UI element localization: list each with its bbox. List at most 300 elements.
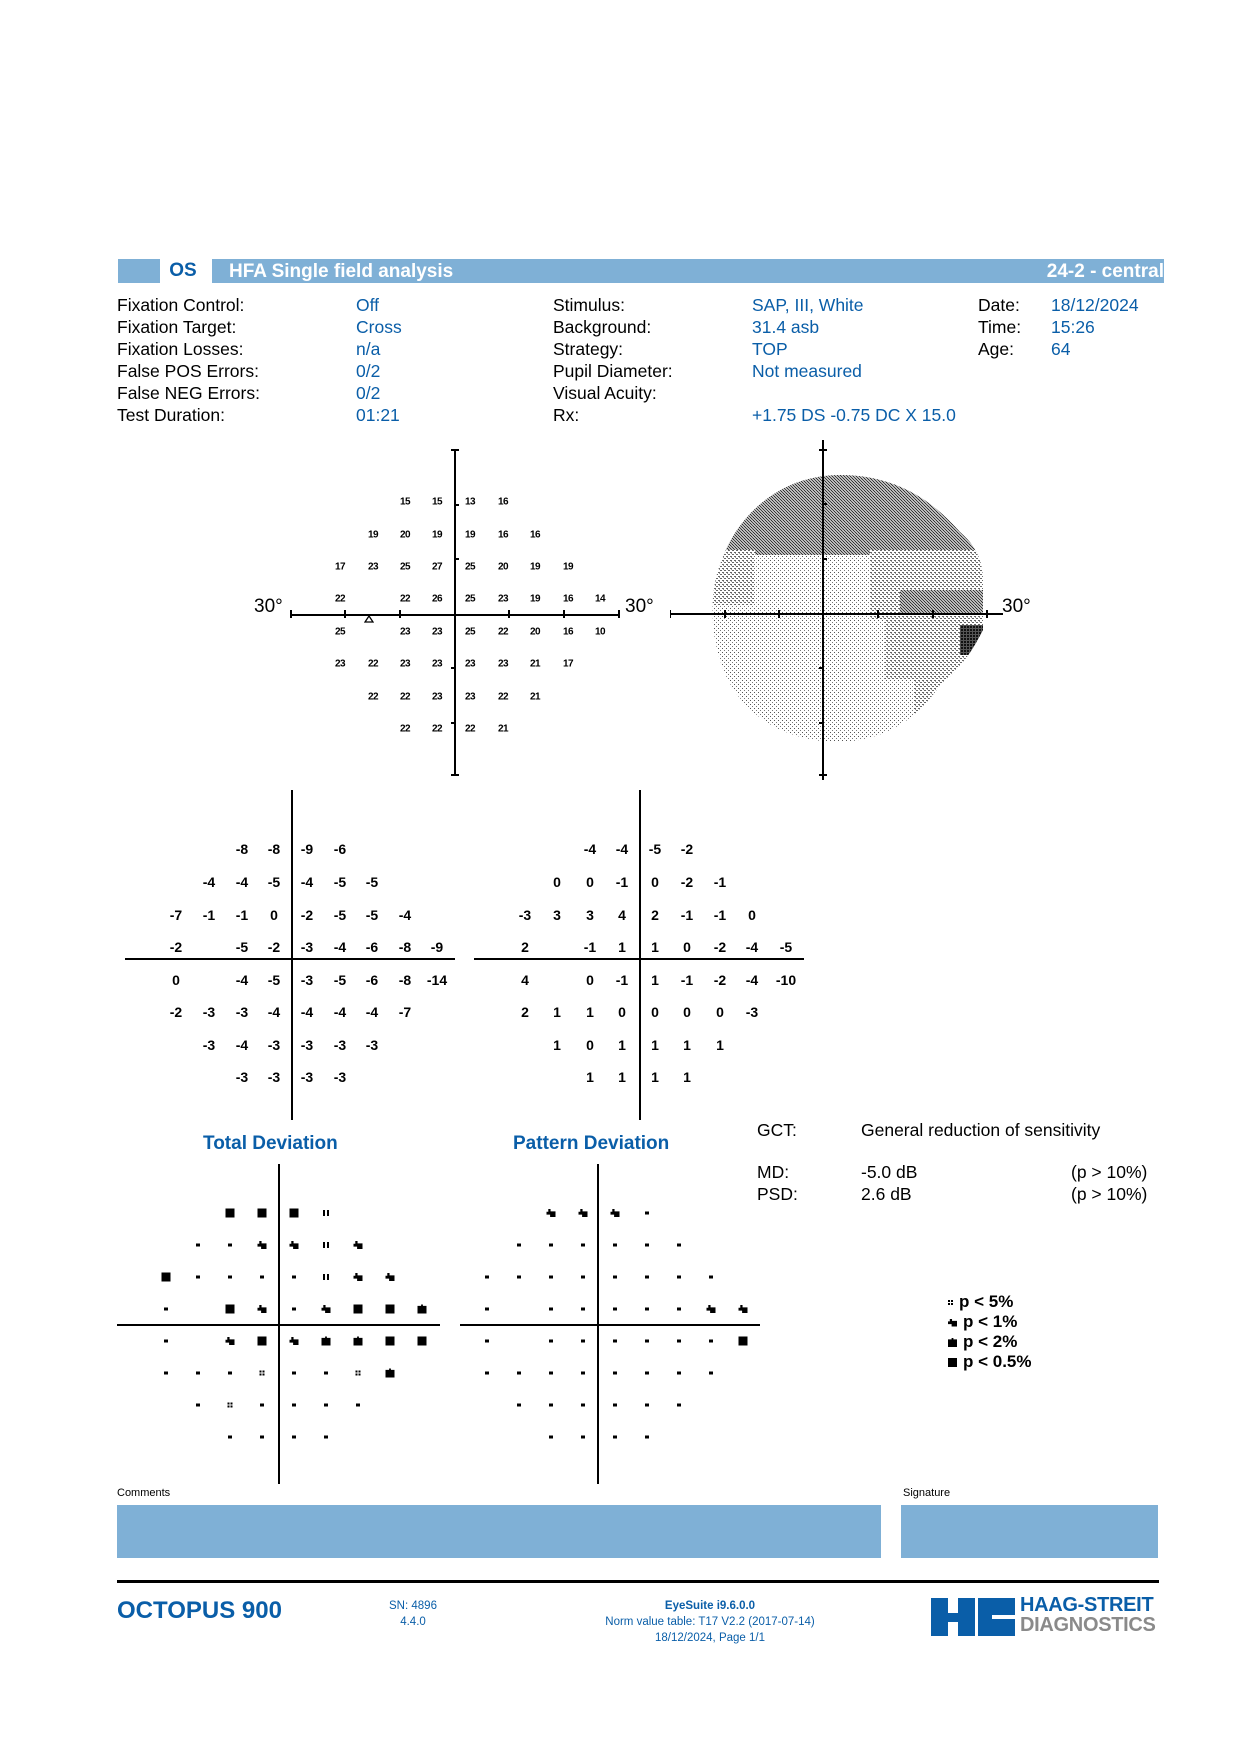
legend-label: p < 1% — [963, 1312, 1018, 1331]
td-prob-p1b-icon — [226, 1337, 235, 1345]
td-value: -6 — [365, 939, 379, 955]
pd-prob-p1b-icon — [707, 1305, 716, 1313]
pd-prob-dot-icon — [677, 1244, 681, 1247]
td-prob-p1b-icon — [290, 1337, 299, 1345]
pd-value: 1 — [618, 1069, 626, 1085]
pd-value: 0 — [651, 874, 659, 890]
info-row — [117, 360, 260, 382]
threshold-value: 23 — [497, 593, 509, 605]
threshold-value: 25 — [464, 626, 476, 638]
threshold-value: 13 — [464, 496, 476, 508]
td-value: -3 — [300, 939, 314, 955]
threshold-value: 22 — [497, 691, 509, 703]
pd-value: -2 — [680, 874, 694, 890]
td-value: -4 — [202, 874, 216, 890]
pd-prob-dot-icon — [645, 1308, 649, 1311]
fixation-control-label: Fixation Control: — [117, 295, 245, 315]
rx-value: +1.75 DS -0.75 DC X 15.0 — [752, 405, 956, 425]
pd-value: -5 — [648, 841, 662, 857]
pd-prob-p1b-icon — [547, 1209, 556, 1217]
threshold-value: 19 — [562, 561, 574, 573]
probability-legend — [948, 1292, 1032, 1372]
threshold-value: 23 — [367, 561, 379, 573]
brand-subtitle: DIAGNOSTICS — [1020, 1614, 1156, 1636]
td-prob-p05-icon — [226, 1209, 235, 1218]
td-value: -8 — [267, 841, 281, 857]
td-value: -5 — [235, 939, 249, 955]
td-value: -14 — [426, 972, 448, 988]
td-prob-dot-icon — [228, 1276, 232, 1279]
pd-prob-dot-icon — [613, 1244, 617, 1247]
fixation-target-label: Fixation Target: — [117, 317, 237, 337]
device-serial — [378, 1598, 448, 1630]
td-value: -5 — [267, 972, 281, 988]
td-value: -4 — [333, 1004, 347, 1020]
total-deviation-title: Total Deviation — [203, 1133, 338, 1154]
p1-symbol-icon — [948, 1319, 957, 1327]
pd-value: -10 — [775, 972, 797, 988]
test-duration-value: 01:21 — [356, 405, 400, 425]
pd-value: 2 — [651, 907, 659, 923]
legend-label: p < 0.5% — [963, 1352, 1032, 1371]
td-prob-p5-icon — [228, 1403, 233, 1408]
gct-value: General reduction of sensitivity — [861, 1120, 1101, 1140]
threshold-value: 21 — [529, 691, 541, 703]
psd-value: 2.6 dB — [861, 1184, 912, 1204]
td-value: -6 — [365, 972, 379, 988]
pupil-diameter-value: Not measured — [752, 361, 862, 381]
td-value: -2 — [300, 907, 314, 923]
info-row — [117, 316, 260, 338]
td-prob-horizontal-axis — [117, 1324, 440, 1326]
pd-value: 0 — [683, 1004, 691, 1020]
td-value: -7 — [169, 907, 183, 923]
td-value: -1 — [235, 907, 249, 923]
axis-tick — [344, 610, 346, 618]
threshold-value: 16 — [562, 626, 574, 638]
md-value: -5.0 dB — [861, 1162, 918, 1182]
pd-prob-dot-icon — [645, 1436, 649, 1439]
fixation-losses-value: n/a — [356, 339, 381, 359]
td-value: -8 — [398, 939, 412, 955]
false-pos-label: False POS Errors: — [117, 361, 259, 381]
test-duration-label: Test Duration: — [117, 405, 225, 425]
pd-value: -1 — [713, 874, 727, 890]
comments-field[interactable] — [117, 1505, 881, 1558]
pd-value: -1 — [680, 907, 694, 923]
pd-prob-p1b-icon — [739, 1305, 748, 1313]
threshold-value: 10 — [594, 626, 606, 638]
td-prob-dot-icon — [196, 1276, 200, 1279]
td-value: -5 — [365, 874, 379, 890]
threshold-value: 19 — [367, 529, 379, 541]
pd-prob-dot-icon — [549, 1372, 553, 1375]
td-prob-p1b-icon — [290, 1241, 299, 1249]
td-prob-p05-icon — [418, 1337, 427, 1346]
pd-value: 0 — [586, 874, 594, 890]
pd-prob-dot-icon — [677, 1308, 681, 1311]
pd-prob-dot-icon — [581, 1340, 585, 1343]
td-value: -5 — [365, 907, 379, 923]
td-value: -3 — [235, 1069, 249, 1085]
legend-label: p < 2% — [963, 1332, 1018, 1351]
pd-value: -2 — [713, 939, 727, 955]
info-column-2-values — [752, 294, 956, 426]
td-value: -3 — [235, 1004, 249, 1020]
td-value: -4 — [398, 907, 412, 923]
threshold-value: 22 — [431, 723, 443, 735]
pd-value: 0 — [651, 1004, 659, 1020]
pd-value: 1 — [586, 1069, 594, 1085]
td-value: -1 — [202, 907, 216, 923]
md-p-value: (p > 10%) — [1071, 1162, 1148, 1182]
threshold-value: 23 — [464, 691, 476, 703]
visual-acuity-value — [752, 382, 956, 404]
legend-row — [948, 1292, 1032, 1312]
td-prob-p1b-icon — [386, 1273, 395, 1281]
pd-value: -1 — [583, 939, 597, 955]
threshold-value: 26 — [431, 593, 443, 605]
pd-value: -1 — [680, 972, 694, 988]
pd-value: 4 — [521, 972, 529, 988]
signature-label: Signature — [903, 1487, 951, 1499]
td-prob-dot-icon — [292, 1276, 296, 1279]
td-prob-p05-icon — [258, 1209, 267, 1218]
threshold-value: 15 — [431, 496, 443, 508]
td-prob-dot-icon — [324, 1436, 328, 1439]
strategy-value: TOP — [752, 339, 788, 359]
pd-prob-dot-icon — [645, 1244, 649, 1247]
td-value: -2 — [267, 939, 281, 955]
pd-prob-p05-icon — [739, 1337, 748, 1346]
blind-spot-triangle-icon — [364, 615, 374, 623]
td-value: 0 — [270, 907, 278, 923]
pd-prob-dot-icon — [677, 1404, 681, 1407]
axis-label-left: 30° — [254, 596, 283, 617]
report-title: HFA Single field analysis — [229, 261, 454, 282]
pd-prob-dot-icon — [581, 1244, 585, 1247]
td-value: -8 — [235, 841, 249, 857]
gct-label: GCT: — [757, 1120, 797, 1140]
psd-p-value: (p > 10%) — [1071, 1184, 1148, 1204]
visual-acuity-label: Visual Acuity: — [553, 383, 657, 403]
td-value: -9 — [430, 939, 444, 955]
pd-value: 1 — [586, 1004, 594, 1020]
threshold-value: 16 — [562, 593, 574, 605]
pd-prob-dot-icon — [613, 1404, 617, 1407]
threshold-horizontal-axis — [290, 614, 620, 616]
td-value: -5 — [333, 907, 347, 923]
threshold-value: 22 — [367, 658, 379, 670]
td-value: -5 — [333, 874, 347, 890]
td-value: -4 — [235, 874, 249, 890]
td-value: -4 — [333, 939, 347, 955]
td-prob-p05-icon — [258, 1337, 267, 1346]
td-value: -4 — [235, 1037, 249, 1053]
td-value: -3 — [300, 1037, 314, 1053]
info-column-1 — [117, 294, 260, 426]
threshold-value: 20 — [399, 529, 411, 541]
software-version: EyeSuite i9.6.0.0 — [664, 1600, 756, 1612]
td-value: -3 — [300, 1069, 314, 1085]
pd-prob-dot-icon — [517, 1276, 521, 1279]
false-pos-value: 0/2 — [356, 361, 381, 381]
threshold-value: 19 — [529, 593, 541, 605]
td-value: -2 — [169, 939, 183, 955]
threshold-value: 22 — [367, 691, 379, 703]
grayscale-field-image — [670, 440, 1010, 780]
eye-indicator: OS — [169, 260, 197, 281]
pd-prob-horizontal-axis — [460, 1324, 760, 1326]
td-value: -7 — [398, 1004, 412, 1020]
pd-prob-dot-icon — [517, 1372, 521, 1375]
td-prob-p1b-icon — [258, 1305, 267, 1313]
threshold-value: 22 — [399, 593, 411, 605]
threshold-value: 25 — [334, 626, 346, 638]
td-prob-dot-icon — [292, 1308, 296, 1311]
stimulus-label: Stimulus: — [553, 295, 625, 315]
td-value: -3 — [365, 1037, 379, 1053]
threshold-value: 23 — [431, 626, 443, 638]
pd-value: -1 — [615, 874, 629, 890]
td-prob-p1b-icon — [258, 1241, 267, 1249]
info-row — [117, 382, 260, 404]
td-prob-p1-icon — [323, 1242, 329, 1248]
td-prob-dot-icon — [164, 1308, 168, 1311]
td-value: -3 — [333, 1069, 347, 1085]
threshold-value: 21 — [529, 658, 541, 670]
pd-value: 0 — [716, 1004, 724, 1020]
signature-field[interactable] — [901, 1505, 1158, 1558]
age-value: 64 — [1051, 339, 1071, 359]
td-value: -5 — [333, 972, 347, 988]
pd-value: 0 — [586, 1037, 594, 1053]
pd-prob-dot-icon — [549, 1436, 553, 1439]
axis-tick — [618, 610, 620, 618]
td-prob-p05-icon — [162, 1273, 171, 1282]
pd-value: -2 — [713, 972, 727, 988]
threshold-value: 22 — [399, 691, 411, 703]
td-value: -4 — [300, 1004, 314, 1020]
td-prob-p05-icon — [386, 1337, 395, 1346]
p05-symbol-icon — [948, 1358, 957, 1367]
fixation-losses-label: Fixation Losses: — [117, 339, 244, 359]
serial-number: SN: 4896 — [389, 1600, 437, 1612]
threshold-value: 23 — [464, 658, 476, 670]
pd-value: 1 — [651, 972, 659, 988]
pd-prob-p1b-icon — [579, 1209, 588, 1217]
psd-label: PSD: — [757, 1184, 798, 1204]
info-column-3-values — [1051, 294, 1139, 360]
td-prob-dot-icon — [228, 1436, 232, 1439]
pd-prob-dot-icon — [517, 1244, 521, 1247]
pd-prob-dot-icon — [645, 1276, 649, 1279]
threshold-value: 22 — [399, 723, 411, 735]
pd-prob-dot-icon — [677, 1276, 681, 1279]
comments-label: Comments — [117, 1487, 171, 1499]
time-label: Time: — [978, 317, 1022, 337]
pd-prob-dot-icon — [677, 1340, 681, 1343]
pd-value: -4 — [745, 939, 759, 955]
pd-prob-dot-icon — [549, 1276, 553, 1279]
md-label: MD: — [757, 1162, 790, 1182]
pd-value: -5 — [779, 939, 793, 955]
pd-prob-dot-icon — [485, 1340, 489, 1343]
pd-value: 0 — [748, 907, 756, 923]
pd-prob-dot-icon — [485, 1372, 489, 1375]
pd-prob-p1b-icon — [611, 1209, 620, 1217]
pd-prob-dot-icon — [613, 1340, 617, 1343]
pd-prob-dot-icon — [549, 1404, 553, 1407]
time-value: 15:26 — [1051, 317, 1095, 337]
td-value: 0 — [172, 972, 180, 988]
fixation-target-value: Cross — [356, 317, 402, 337]
pd-prob-dot-icon — [645, 1212, 649, 1215]
td-prob-dot-icon — [228, 1372, 232, 1375]
pd-value: -4 — [615, 841, 629, 857]
td-prob-p2-icon — [322, 1337, 331, 1346]
info-column-2 — [553, 294, 673, 426]
td-horizontal-axis — [125, 958, 455, 960]
threshold-value: 16 — [497, 496, 509, 508]
threshold-value: 19 — [529, 561, 541, 573]
threshold-value: 16 — [497, 529, 509, 541]
threshold-value: 16 — [529, 529, 541, 541]
pd-prob-dot-icon — [613, 1276, 617, 1279]
threshold-value: 25 — [399, 561, 411, 573]
td-prob-dot-icon — [196, 1244, 200, 1247]
threshold-value: 23 — [334, 658, 346, 670]
threshold-value: 17 — [562, 658, 574, 670]
td-prob-p5-icon — [356, 1371, 361, 1376]
pd-value: 0 — [553, 874, 561, 890]
td-prob-dot-icon — [164, 1372, 168, 1375]
pd-value: 0 — [618, 1004, 626, 1020]
axis-tick — [399, 610, 401, 618]
td-prob-p1b-icon — [322, 1305, 331, 1313]
td-prob-dot-icon — [260, 1276, 264, 1279]
td-prob-p5-icon — [260, 1371, 265, 1376]
threshold-value: 20 — [497, 561, 509, 573]
threshold-value: 22 — [334, 593, 346, 605]
threshold-value: 21 — [497, 723, 509, 735]
td-value: -3 — [267, 1069, 281, 1085]
background-value: 31.4 asb — [752, 317, 820, 337]
norm-value-table: Norm value table: T17 V2.2 (2017-07-14) — [605, 1616, 815, 1628]
legend-row — [948, 1352, 1032, 1372]
pd-prob-dot-icon — [709, 1372, 713, 1375]
pd-prob-dot-icon — [485, 1308, 489, 1311]
date-value: 18/12/2024 — [1051, 295, 1139, 315]
td-value: -3 — [267, 1037, 281, 1053]
pd-prob-dot-icon — [709, 1276, 713, 1279]
date-page: 18/12/2024, Page 1/1 — [655, 1632, 765, 1644]
td-prob-dot-icon — [196, 1404, 200, 1407]
strategy-label: Strategy: — [553, 339, 624, 359]
axis-tick — [451, 774, 459, 776]
td-value: -4 — [300, 874, 314, 890]
pd-value: 1 — [683, 1037, 691, 1053]
threshold-value: 19 — [431, 529, 443, 541]
info-row — [117, 404, 260, 426]
threshold-value: 23 — [431, 658, 443, 670]
td-prob-p1b-icon — [354, 1273, 363, 1281]
pd-value: -2 — [680, 841, 694, 857]
td-prob-dot-icon — [228, 1244, 232, 1247]
td-prob-p05-icon — [386, 1305, 395, 1314]
td-value: -9 — [300, 841, 314, 857]
footer-divider — [117, 1580, 1159, 1583]
td-prob-dot-icon — [292, 1372, 296, 1375]
pd-prob-dot-icon — [581, 1436, 585, 1439]
brand-name: HAAG-STREIT — [1020, 1594, 1154, 1616]
threshold-value: 23 — [399, 658, 411, 670]
pd-value: 2 — [521, 1004, 529, 1020]
threshold-value: 14 — [594, 593, 606, 605]
td-prob-p1-icon — [323, 1274, 329, 1280]
threshold-value: 27 — [431, 561, 443, 573]
threshold-value: 19 — [464, 529, 476, 541]
pd-prob-dot-icon — [613, 1436, 617, 1439]
td-value: -5 — [267, 874, 281, 890]
td-prob-dot-icon — [324, 1404, 328, 1407]
pd-value: 1 — [651, 1069, 659, 1085]
pd-prob-dot-icon — [645, 1372, 649, 1375]
threshold-value: 25 — [464, 561, 476, 573]
td-prob-dot-icon — [260, 1436, 264, 1439]
threshold-value: 23 — [497, 658, 509, 670]
td-prob-dot-icon — [196, 1372, 200, 1375]
legend-label: p < 5% — [959, 1292, 1014, 1311]
td-prob-p2-icon — [418, 1305, 427, 1314]
td-prob-dot-icon — [292, 1436, 296, 1439]
pd-prob-dot-icon — [613, 1372, 617, 1375]
date-label: Date: — [978, 295, 1020, 315]
pd-value: 0 — [683, 939, 691, 955]
threshold-value: 17 — [334, 561, 346, 573]
pd-prob-dot-icon — [549, 1244, 553, 1247]
rx-label: Rx: — [553, 405, 580, 425]
axis-tick — [455, 558, 459, 560]
td-value: -2 — [169, 1004, 183, 1020]
pd-prob-dot-icon — [645, 1404, 649, 1407]
pd-value: -4 — [583, 841, 597, 857]
td-prob-p05-icon — [290, 1209, 299, 1218]
axis-tick — [508, 610, 510, 618]
pd-value: 4 — [618, 907, 626, 923]
threshold-value: 23 — [431, 691, 443, 703]
firmware-version: 4.4.0 — [400, 1616, 426, 1628]
pd-prob-dot-icon — [517, 1404, 521, 1407]
pd-prob-dot-icon — [613, 1308, 617, 1311]
td-prob-p1-icon — [323, 1210, 329, 1216]
td-prob-p05-icon — [354, 1305, 363, 1314]
axis-label-right: 30° — [625, 596, 654, 617]
axis-tick — [563, 610, 565, 618]
td-value: -3 — [202, 1037, 216, 1053]
pd-value: 2 — [521, 939, 529, 955]
axis-tick — [290, 610, 292, 618]
td-value: -6 — [333, 841, 347, 857]
info-row — [117, 338, 260, 360]
td-value: -3 — [333, 1037, 347, 1053]
threshold-value: 23 — [399, 626, 411, 638]
td-prob-p1b-icon — [354, 1241, 363, 1249]
pd-value: 1 — [716, 1037, 724, 1053]
td-value: -8 — [398, 972, 412, 988]
legend-row — [948, 1332, 1032, 1352]
pupil-diameter-label: Pupil Diameter: — [553, 361, 673, 381]
